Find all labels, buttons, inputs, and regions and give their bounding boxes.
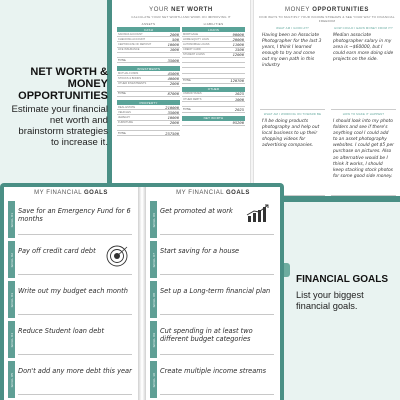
worth-row bbox=[182, 107, 245, 112]
worth-row bbox=[117, 58, 180, 63]
caption-heading: NET WORTH & MONEY OPPORTUNITIES bbox=[18, 66, 108, 102]
goals-right-page bbox=[146, 187, 280, 400]
worth-row-value[interactable]: 2000 bbox=[169, 120, 179, 126]
goal-entry[interactable] bbox=[146, 361, 280, 398]
goal-number: GOAL 02 bbox=[9, 252, 14, 267]
goal-underline bbox=[18, 274, 132, 275]
worth-row-label: UNPAID TAXES bbox=[183, 92, 202, 96]
goal-number: GOAL 04 bbox=[9, 332, 14, 347]
worth-row-label: STOCKS & BONDS bbox=[118, 76, 142, 80]
block-header: LOANS bbox=[182, 27, 245, 32]
worth-row-value[interactable]: 1500 bbox=[234, 47, 244, 53]
goal-underline bbox=[160, 314, 274, 315]
goal-entry[interactable] bbox=[146, 241, 280, 278]
goal-text[interactable]: Set up a Long-term financial plan bbox=[160, 287, 271, 295]
worth-row-label: VEHICLES bbox=[118, 110, 131, 114]
worth-row-value[interactable]: 500 bbox=[172, 36, 179, 42]
goals-planner-spread bbox=[0, 183, 284, 400]
goal-number: GOAL 05 bbox=[9, 372, 14, 387]
opportunity-cell bbox=[331, 110, 396, 196]
goal-number: GOAL 07 bbox=[151, 252, 156, 267]
goal-number-tab bbox=[8, 201, 15, 238]
opportunity-answer[interactable]: Median associate photographer salary in my area is ~$60000, but I could earn more doing side projects on the side. bbox=[333, 33, 394, 63]
worth-row-label: MUTUAL FUNDS bbox=[118, 71, 139, 75]
worth-row-value[interactable]: 10000 bbox=[167, 115, 179, 121]
worth-row-value[interactable]: 20000 bbox=[232, 36, 244, 42]
goal-number-tab bbox=[8, 321, 15, 358]
opportunity-cell bbox=[331, 24, 396, 110]
worth-row-value[interactable]: 1000 bbox=[234, 96, 244, 102]
goal-entry[interactable] bbox=[4, 321, 138, 358]
worth-row-label: AUTOMOBILE LOANS bbox=[183, 42, 210, 46]
worth-row-label: OTHER INVESTMENTS bbox=[118, 82, 147, 86]
goal-number-tab bbox=[150, 361, 157, 398]
goal-entry[interactable] bbox=[4, 201, 138, 238]
worth-row-label: STUDENT LOANS bbox=[183, 53, 205, 57]
worth-row-value[interactable]: 87000 bbox=[167, 91, 179, 97]
worth-row-value[interactable]: 90000 bbox=[232, 31, 244, 37]
net-worth-subtitle: CALCULATE YOUR NET WORTH AND WORK ON IMPROVING IT bbox=[131, 15, 231, 19]
goal-text[interactable]: Get promoted at work bbox=[160, 207, 233, 215]
goal-underline bbox=[18, 234, 132, 235]
goal-text[interactable]: Pay off credit card debt bbox=[18, 247, 96, 255]
goal-number-tab bbox=[8, 241, 15, 278]
caption-body: Estimate your financial net worth and brainstorm strategies to increase it. bbox=[11, 104, 108, 148]
goal-number: GOAL 03 bbox=[9, 292, 14, 307]
caption-heading: FINANCIAL GOALS bbox=[296, 274, 389, 285]
goal-underline bbox=[18, 354, 132, 355]
goals-left-title: MY FINANCIAL GOALS bbox=[34, 190, 108, 196]
goal-entry[interactable] bbox=[146, 201, 280, 238]
goal-number: GOAL 08 bbox=[151, 292, 156, 307]
worth-row-value[interactable]: 2000 bbox=[169, 81, 179, 87]
liabilities-column bbox=[182, 22, 245, 139]
goal-number-tab bbox=[150, 321, 157, 358]
block-header: OTHER bbox=[182, 87, 245, 92]
worth-row-value[interactable]: 210000 bbox=[165, 104, 179, 110]
goals-left-page bbox=[4, 187, 138, 400]
opportunity-answer[interactable]: Having been an Associate Photographer for the last 3 years, I think I learned enough to try and come out my own path in this industry bbox=[262, 33, 322, 69]
goal-number-tab bbox=[150, 281, 157, 318]
opportunity-question: HOW COULD I EARN MONEY FROM IT? bbox=[334, 26, 393, 30]
money-opportunities-page bbox=[254, 0, 400, 196]
worth-row-label: TOTAL bbox=[183, 79, 192, 83]
worth-row bbox=[182, 79, 245, 84]
opportunity-question: WHAT AM I WORKING ON TOWARD BE bbox=[263, 112, 322, 116]
worth-row-label: SAVINGS ACCOUNT bbox=[118, 32, 143, 36]
opportunity-answer[interactable]: I'll be doing products photography and help out local business to up their shopping videos for advertising companies. bbox=[262, 119, 320, 149]
net-worth-page bbox=[112, 0, 250, 196]
top-planner-spread bbox=[107, 0, 400, 202]
worth-row-label: LIFE INSURANCE bbox=[118, 48, 140, 52]
goal-entry[interactable] bbox=[4, 241, 138, 278]
block-header: INVESTMENTS bbox=[117, 66, 180, 71]
worth-row-value[interactable]: 95200 bbox=[232, 120, 244, 126]
growth-chart-icon bbox=[246, 203, 272, 228]
goal-text[interactable]: Write out my budget each month bbox=[18, 287, 128, 295]
worth-row-value[interactable]: 40000 bbox=[167, 75, 179, 81]
cash-block bbox=[117, 27, 180, 63]
target-icon bbox=[106, 245, 128, 272]
block-header: NET WORTH bbox=[182, 116, 245, 121]
goal-underline bbox=[160, 354, 274, 355]
net-worth-title: YOUR NET WORTH bbox=[149, 7, 213, 13]
opportunities-grid bbox=[260, 24, 396, 196]
page-tab-marker bbox=[284, 263, 290, 277]
worth-row-label: CREDIT CARD bbox=[183, 48, 201, 52]
worth-row-value[interactable]: 120700 bbox=[230, 78, 244, 84]
worth-row bbox=[117, 131, 180, 136]
worth-row-label: TOTAL bbox=[183, 108, 192, 112]
net-worth-caption bbox=[8, 66, 108, 148]
worth-row-value[interactable]: 1000 bbox=[169, 47, 179, 53]
worth-row bbox=[117, 92, 180, 97]
assets-column bbox=[117, 22, 180, 139]
worth-row-label: CERTIFICATE OF DEPOSIT bbox=[118, 42, 152, 46]
worth-row-label: OTHER DEBTS bbox=[183, 97, 202, 101]
assets-column-header: ASSETS bbox=[141, 22, 156, 26]
worth-row-label: TOTAL bbox=[118, 131, 127, 135]
goal-number-tab bbox=[8, 281, 15, 318]
bottom-spine bbox=[138, 187, 146, 400]
goals-right-title: MY FINANCIAL GOALS bbox=[176, 190, 250, 196]
goal-underline bbox=[160, 274, 274, 275]
goal-text[interactable]: Don't add any more debt this year bbox=[18, 367, 132, 375]
worth-row-value[interactable]: 2000 bbox=[169, 31, 179, 37]
goal-number: GOAL 01 bbox=[9, 212, 14, 227]
opportunity-cell bbox=[260, 24, 325, 110]
goal-underline bbox=[160, 394, 274, 395]
goal-text[interactable]: Cut spending in at least two different budget categories bbox=[160, 327, 253, 343]
worth-row-label: HOME EQUITY LOAN bbox=[183, 37, 209, 41]
property-block bbox=[117, 100, 180, 136]
worth-row-label: TOTAL bbox=[118, 58, 127, 62]
goal-entry[interactable] bbox=[146, 281, 280, 318]
worth-row bbox=[182, 121, 245, 126]
block-header: CASH bbox=[117, 27, 180, 32]
goal-entry[interactable] bbox=[146, 321, 280, 358]
worth-row-label: MORTGAGE bbox=[183, 32, 199, 36]
goal-number: GOAL 10 bbox=[151, 372, 156, 387]
goal-text[interactable]: Reduce Student loan debt bbox=[18, 327, 105, 335]
investments-block bbox=[117, 66, 180, 97]
worth-row-label: JEWELRY bbox=[118, 116, 131, 120]
liabilities-column-header: LIABILITIES bbox=[203, 22, 224, 26]
goal-text[interactable]: Save for an Emergency Fund for 6 months bbox=[18, 207, 131, 223]
worth-row-label: REAL ESTATE bbox=[118, 105, 136, 109]
financial-goals-caption bbox=[296, 274, 400, 312]
loans-block bbox=[182, 27, 245, 84]
goal-text[interactable]: Create multiple income streams bbox=[160, 367, 267, 375]
goal-entry[interactable] bbox=[4, 361, 138, 398]
goal-underline bbox=[160, 234, 274, 235]
goal-number: GOAL 09 bbox=[151, 332, 156, 347]
opportunities-subtitle: FIND WAYS TO MULTIPLY YOUR INCOME STREAMS & SEE YOUR WAY TO FINANCIAL FREEDOM bbox=[259, 15, 395, 23]
caption-body: List your biggest financial goals. bbox=[296, 290, 364, 311]
worth-row-label: CHECKING ACCOUNT bbox=[118, 37, 146, 41]
worth-row-value[interactable]: 45000 bbox=[167, 70, 179, 76]
worth-row-value[interactable]: 35000 bbox=[167, 57, 179, 63]
worth-row-value[interactable]: 257500 bbox=[165, 130, 179, 136]
other-block bbox=[182, 87, 245, 113]
goal-entry[interactable] bbox=[4, 281, 138, 318]
goal-number-tab bbox=[8, 361, 15, 398]
worth-row-label: TOTAL bbox=[118, 92, 127, 96]
goal-underline bbox=[18, 394, 132, 395]
net-worth-block bbox=[182, 116, 245, 126]
opportunity-answer[interactable]: I should look into my photo folders and see if there's anything cool I could add to an asset photography websites. I could get $5 per purchase on pictures. Also an alternative would be I think it works, I should keep stacking stock photos for some good side money. bbox=[333, 119, 394, 179]
goal-number-tab bbox=[150, 241, 157, 278]
worth-row-value[interactable]: 12000 bbox=[232, 52, 244, 58]
worth-row-value[interactable]: 1025 bbox=[234, 91, 244, 97]
opportunities-title: MONEY OPPORTUNITIES bbox=[285, 7, 369, 13]
goal-number: GOAL 06 bbox=[151, 212, 156, 227]
worth-row-label: FURNITURE bbox=[118, 121, 133, 125]
worth-row-value[interactable]: 35000 bbox=[167, 109, 179, 115]
worth-row-value[interactable]: 10000 bbox=[167, 41, 179, 47]
block-header: PROPERTY bbox=[117, 100, 180, 105]
net-worth-columns bbox=[117, 22, 245, 139]
goal-number-tab bbox=[150, 201, 157, 238]
goal-text[interactable]: Start saving for a house bbox=[160, 247, 240, 255]
opportunity-question: HOW TO MAKE IT HAPPEN? bbox=[342, 112, 385, 116]
opportunity-question: WHAT AM I GOOD AT? bbox=[276, 26, 309, 30]
worth-row-value[interactable]: 2025 bbox=[234, 107, 244, 113]
worth-row-value[interactable]: 11000 bbox=[232, 41, 244, 47]
goal-underline bbox=[18, 314, 132, 315]
